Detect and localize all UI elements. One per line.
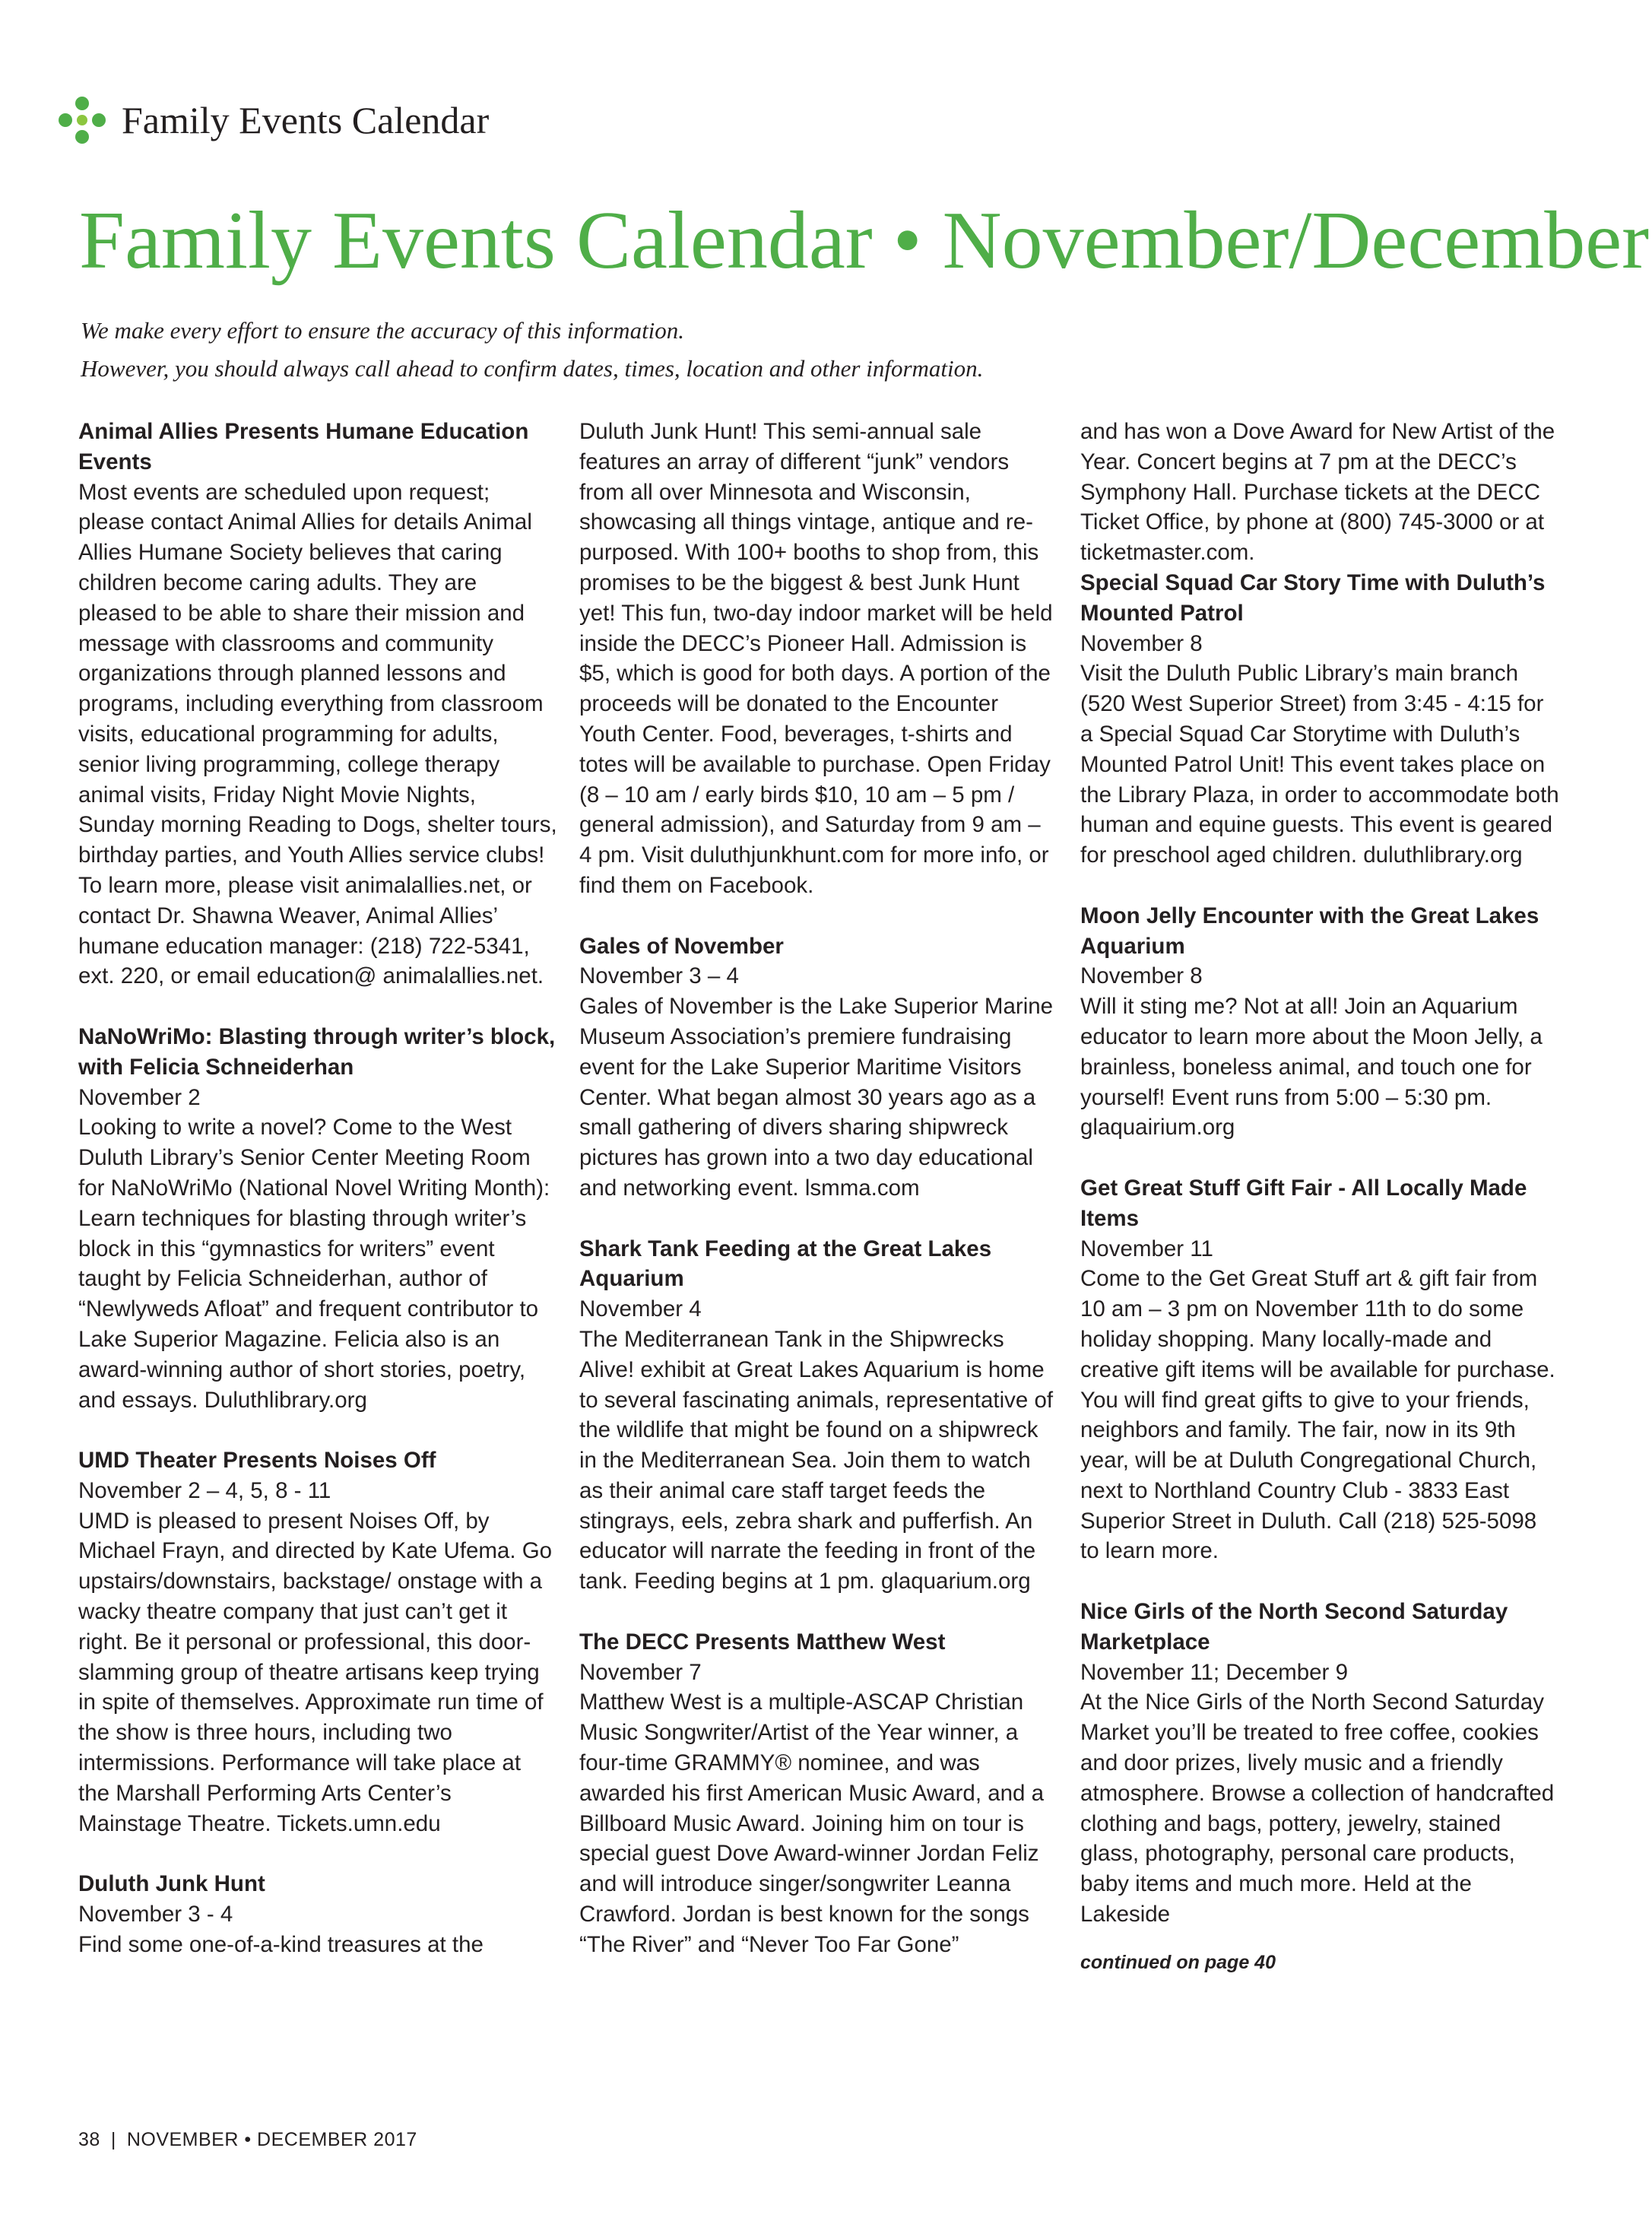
disclaimer-line: We make every effort to ensure the accuracy of this information. [81,317,685,344]
event-title: Gales of November [579,933,784,959]
event-date: November 11; December 9 [1080,1659,1348,1685]
event-date: November 2 [78,1084,201,1110]
event-title: Animal Allies Presents Humane Education Events [78,419,529,474]
event-title: UMD Theater Presents Noises Off [78,1448,436,1474]
footer-separator: | [110,2129,116,2150]
event-description: Will it sting me? Not at all! Join an Aquarium educator to learn more about the Moon Jelly, a brainless, boneless animal, and touch one for yourself! Event runs from 5:00 – 5:30 pm. glaquairium.org [1080,994,1543,1141]
event-description: At the Nice Girls of the North Second Saturday Market you’ll be treated to free coffee, cookies and door prizes, lively music and a friendly atmosphere. Browse a collection of handcrafted clothing and bags, pottery, jewelry, stained glass, photography, personal care products, baby items and much more. Held at the Lakeside [1080,1690,1555,1927]
event-gift-fair [1080,1173,1559,1566]
event-description: Looking to write a novel? Come to the West Duluth Library’s Senior Center Meeting Room for NaNoWriMo (National Novel Writing Month): Learn techniques for blasting through writer’s block in this “gymnastics for writers” event taught by Felicia Schneiderhan, author of “Newlyweds Afloat” and frequent contributor to Lake Superior Magazine. Felicia also is an award-winning author of short stories, poetry, and essays. Duluthlibrary.org [78,1115,550,1413]
event-title: Moon Jelly Encounter with the Great Lakes Aquarium [1080,903,1539,959]
event-description: Find some one-of-a-kind treasures at the [78,1931,484,1957]
event-matthew-west-continued [1080,417,1559,568]
page-footer [78,2129,417,2151]
event-title: Get Great Stuff Gift Fair - All Locally Made Items [1080,1175,1527,1231]
event-squad-car-story-time [1080,568,1559,871]
event-description: Visit the Duluth Public Library’s main branch (520 West Superior Street) from 3:45 - 4:15 for a Special Squad Car Storytime with Duluth’s Mounted Patrol Unit! This event takes place on the Library Plaza, in order to accommodate both human and equine guests. This event is geared for preschool aged children. duluthlibrary.org [1080,661,1559,868]
flower-dots-icon [55,93,109,148]
disclaimer [81,312,1563,388]
section-label: Family Events Calendar [122,99,490,141]
event-moon-jelly [1080,901,1559,1143]
column-1 [78,417,557,1990]
event-title: NaNoWriMo: Blasting through writer’s block, with Felicia Schneiderhan [78,1023,556,1080]
event-date: November 4 [579,1296,702,1322]
event-junk-hunt-continued [579,417,1058,901]
event-title: Special Squad Car Story Time with Duluth’s Mounted Patrol [1080,570,1546,626]
event-description: UMD is pleased to present Noises Off, by Michael Frayn, and directed by Kate Ufema. Go upstairs/downstairs, backstage/ onstage with a wacky theatre company that just can’t get it right. Be it personal or professional, this door-slamming group of theatre artisans keep trying in spite of themselves. Approximate run time of the show is three hours, including two intermissions. Performance will take place at the Marshall Performing Arts Center’s Mainstage Theatre. Tickets.umn.edu [78,1508,553,1836]
event-date: November 11 [1080,1236,1213,1261]
event-date: November 3 - 4 [78,1902,233,1927]
event-title: Duluth Junk Hunt [78,1871,265,1897]
event-description: The Mediterranean Tank in the Shipwrecks Alive! exhibit at Great Lakes Aquarium is home to several fascinating animals, representative of the wildlife that might be found on a shipwreck in the Mediterranean Sea. Join them to watch as their animal care staff target feeds the stingrays, eels, zebra shark and pufferfish. An educator will narrate the feeding in front of the tank. Feeding begins at 1 pm. glaquarium.org [579,1326,1054,1594]
event-nice-girls-marketplace [1080,1597,1559,1930]
event-umd-theater [78,1445,557,1839]
issue-date: NOVEMBER • DECEMBER 2017 [126,2129,417,2150]
event-title: Shark Tank Feeding at the Great Lakes Aquarium [579,1236,992,1292]
event-title: The DECC Presents Matthew West [579,1629,946,1655]
event-junk-hunt [78,1869,557,1959]
event-shark-tank [579,1234,1058,1598]
event-description: Duluth Junk Hunt! This semi-annual sale features an array of different “junk” vendors from all over Minnesota and Wisconsin, showcasing all things vintage, antique and re-purposed. With 100+ booths to shop from, this promises to be the biggest & best Junk Hunt yet! This fun, two-day indoor market will be held inside the DECC’s Pioneer Hall. Admission is $5, which is good for both days. A portion of the proceeds will be donated to the Encounter Youth Center. Food, beverages, t-shirts and totes will be available to purchase. Open Friday (8 – 10 am / early birds $10, 10 am – 5 pm / general admission), and Saturday from 9 am – 4 pm. Visit duluthjunkhunt.com for more info, or find them on Facebook. [579,419,1053,898]
event-description: Gales of November is the Lake Superior Marine Museum Association’s premiere fundraising event for the Lake Superior Maritime Visitors Center. What began almost 30 years ago as a small gathering of divers sharing shipwreck pictures has grown into a two day educational and networking event. lsmma.com [579,994,1054,1201]
event-gales-of-november [579,931,1058,1204]
event-matthew-west [579,1627,1058,1960]
page-number: 38 [78,2129,100,2150]
event-date: November 8 [1080,630,1203,656]
event-date: November 8 [1080,963,1203,989]
continued-note: continued on page 40 [1080,1951,1276,1973]
event-description: and has won a Dove Award for New Artist of the Year. Concert begins at 7 pm at the DECC’s Symphony Hall. Purchase tickets at the DECC Ticket Office, by phone at (800) 745-3000 or at ticketmaster.com. [1080,419,1555,566]
event-date: November 7 [579,1659,702,1685]
disclaimer-line: However, you should always call ahead to confirm dates, times, location and other information. [81,355,984,382]
event-nanowrimo [78,1022,557,1415]
page-title: Family Events Calendar • November/December [79,195,1650,286]
column-2 [579,417,1058,1990]
section-header [55,90,489,151]
event-date: November 3 – 4 [579,963,739,989]
column-3 [1080,417,1559,1978]
event-description: Most events are scheduled upon request; please contact Animal Allies for details Animal Allies Humane Society believes that caring children become caring adults. They are pleased to be able to share their mission and message with classrooms and community organizations through planned lessons and programs, including everything from classroom visits, educational programming for adults, senior living programming, college therapy animal visits, Friday Night Movie Nights, Sunday morning Reading to Dogs, shelter tours, birthday parties, and Youth Allies service clubs! To learn more, please visit animalallies.net, or contact Dr. Shawna Weaver, Animal Allies’ humane education manager: (218) 722-5341, ext. 220, or email education@ animalallies.net. [78,479,557,989]
event-animal-allies [78,417,557,992]
event-title: Nice Girls of the North Second Saturday Marketplace [1080,1599,1508,1655]
event-description: Come to the Get Great Stuff art & gift fair from 10 am – 3 pm on November 11th to do some holiday shopping. Many locally-made and creative gift items will be available for purchase. You will find great gifts to give to your friends, neighbors and family. The fair, now in its 9th year, will be at Duluth Congregational Church, next to Northland Country Club - 3833 East Superior Street in Duluth. Call (218) 525-5098 to learn more. [1080,1266,1555,1564]
event-description: Matthew West is a multiple-ASCAP Christian Music Songwriter/Artist of the Year winner, a four-time GRAMMY® nominee, and was awarded his first American Music Award, and a Billboard Music Award. Joining him on tour is special guest Dove Award-winner Jordan Feliz and will introduce singer/songwriter Leanna Crawford. Jordan is best known for the songs “The River” and “Never Too Far Gone” [579,1690,1045,1957]
event-date: November 2 – 4, 5, 8 - 11 [78,1477,331,1503]
